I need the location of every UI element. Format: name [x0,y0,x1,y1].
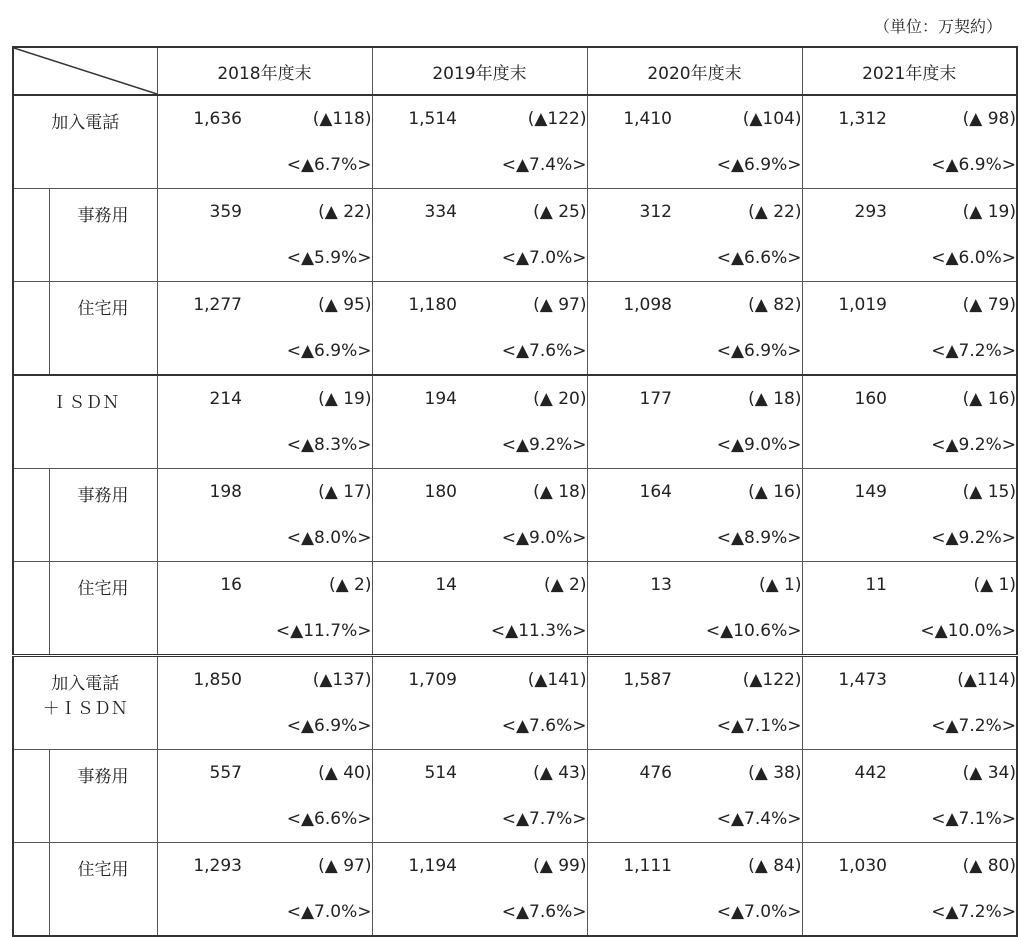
row-subcategory-label: 事務用 [49,750,157,843]
change-value: (▲ 15) [887,469,1017,516]
change-value: (▲114) [887,656,1017,704]
count-value: 194 [372,375,457,422]
change-value: (▲137) [242,656,372,704]
count-value: 1,514 [372,95,457,142]
subscription-table [12,46,1018,937]
count-value: 1,098 [587,282,672,329]
change-rate: <▲11.3%> [490,621,587,641]
table-row [13,750,1017,797]
change-value: (▲122) [527,109,587,129]
empty-cell [157,608,242,656]
empty-cell [372,328,457,375]
count-value: 312 [587,189,672,236]
empty-cell [372,515,457,562]
change-value: (▲ 43) [457,750,587,797]
count-value: 177 [587,375,672,422]
count-value: 1,019 [802,282,887,329]
empty-cell [157,703,242,750]
empty-cell [802,889,887,936]
empty-cell [802,328,887,375]
change-rate: <▲6.6%> [716,248,802,268]
change-value: (▲ 16) [672,469,802,516]
header-row [13,47,1017,95]
change-value: (▲ 20) [457,375,587,422]
change-value: (▲ 97) [242,843,372,890]
count-value: 198 [157,469,242,516]
count-value: 14 [372,562,457,609]
change-value: (▲ 2) [242,562,372,609]
change-rate: <▲6.7%> [286,155,372,175]
change-rate: <▲7.4%> [716,809,802,829]
empty-cell [157,515,242,562]
empty-cell [587,422,672,469]
change-value: (▲ 18) [457,469,587,516]
change-value: (▲104) [742,109,802,129]
row-subcategory-label: 事務用 [49,189,157,282]
empty-cell [372,889,457,936]
change-value: (▲ 19) [887,189,1017,236]
change-value: (▲ 22) [242,189,372,236]
empty-cell [587,515,672,562]
unit-label: （単位：万契約） [873,17,1002,36]
change-value: (▲ 80) [887,843,1017,890]
change-value: (▲ 16) [887,375,1017,422]
count-value: 13 [587,562,672,609]
row-subcategory-label: 住宅用 [49,282,157,376]
change-rate: <▲6.9%> [286,341,372,361]
empty-cell [587,235,672,282]
change-value: (▲ 19) [242,375,372,422]
change-value: (▲ 95) [242,282,372,329]
empty-cell [157,235,242,282]
empty-cell [372,703,457,750]
table-row-pct [13,328,1017,375]
change-value: (▲ 79) [887,282,1017,329]
change-value: (▲141) [457,656,587,704]
table-row [13,469,1017,516]
count-value: 1,587 [587,656,672,704]
change-rate: <▲8.0%> [286,528,372,548]
empty-cell [372,796,457,843]
change-value: (▲ 17) [242,469,372,516]
change-rate: <▲9.2%> [931,528,1016,548]
count-value: 1,030 [802,843,887,890]
change-rate: <▲9.2%> [501,435,587,455]
empty-cell [802,703,887,750]
count-value: 442 [802,750,887,797]
change-value: (▲ 99) [457,843,587,890]
change-value: (▲ 34) [887,750,1017,797]
table-row-pct [13,422,1017,469]
table-row-pct [13,235,1017,282]
empty-cell [372,235,457,282]
change-value: (▲ 97) [457,282,587,329]
year-header: 2020年度末 [587,47,802,95]
count-value: 1,636 [157,95,242,142]
count-value: 514 [372,750,457,797]
change-rate: <▲7.4%> [501,155,587,175]
count-value: 1,277 [157,282,242,329]
empty-cell [157,142,242,189]
change-rate: <▲7.6%> [501,902,587,922]
empty-cell [157,889,242,936]
year-header: 2019年度末 [372,47,587,95]
change-value: (▲118) [312,109,372,129]
count-value: 214 [157,375,242,422]
table-row-pct [13,889,1017,936]
count-value: 149 [802,469,887,516]
table-row-pct [13,703,1017,750]
change-rate: <▲10.6%> [705,621,802,641]
count-value: 1,312 [802,95,887,142]
change-rate: <▲6.0%> [931,248,1016,268]
empty-cell [587,889,672,936]
count-value: 160 [802,375,887,422]
change-rate: <▲7.6%> [501,341,587,361]
change-value: (▲ 2) [457,562,587,609]
table-row [13,375,1017,422]
empty-cell [802,142,887,189]
change-value: (▲ 82) [672,282,802,329]
count-value: 293 [802,189,887,236]
empty-cell [372,608,457,656]
count-value: 334 [372,189,457,236]
count-value: 1,194 [372,843,457,890]
change-value: (▲ 98) [962,109,1016,129]
indent-cell [13,843,49,937]
count-value: 11 [802,562,887,609]
count-value: 164 [587,469,672,516]
row-subcategory-label: 住宅用 [49,562,157,656]
change-value: (▲ 38) [672,750,802,797]
change-value: (▲ 1) [887,562,1017,609]
change-rate: <▲7.0%> [286,902,372,922]
change-value: (▲ 25) [457,189,587,236]
change-value: (▲ 1) [672,562,802,609]
change-rate: <▲10.0%> [920,621,1016,641]
count-value: 1,709 [372,656,457,704]
year-header: 2021年度末 [802,47,1017,95]
row-subcategory-label: 事務用 [49,469,157,562]
table-row [13,843,1017,890]
change-rate: <▲7.2%> [931,902,1016,922]
count-value: 1,180 [372,282,457,329]
empty-cell [157,796,242,843]
count-value: 1,410 [587,95,672,142]
empty-cell [802,608,887,656]
indent-cell [13,562,49,656]
empty-cell [372,422,457,469]
count-value: 1,293 [157,843,242,890]
change-rate: <▲6.6%> [286,809,372,829]
table-body [13,95,1017,936]
change-rate: <▲6.9%> [286,716,372,736]
indent-cell [13,469,49,562]
table-row [13,95,1017,142]
count-value: 180 [372,469,457,516]
row-category-label: 加入電話 [13,95,157,189]
change-rate: <▲9.0%> [716,435,802,455]
empty-cell [157,328,242,375]
change-value: (▲ 84) [672,843,802,890]
change-rate: <▲11.7%> [275,621,372,641]
indent-cell [13,189,49,282]
change-rate: <▲8.3%> [286,435,372,455]
count-value: 16 [157,562,242,609]
change-value: (▲ 22) [672,189,802,236]
empty-cell [802,235,887,282]
table-row [13,189,1017,236]
change-rate: <▲9.0%> [501,528,587,548]
change-rate: <▲9.2%> [931,435,1016,455]
change-rate: <▲6.9%> [931,155,1016,175]
row-category-label: 加入電話 ＋ＩＳＤＮ [13,656,157,750]
change-rate: <▲7.0%> [716,902,802,922]
empty-cell [587,608,672,656]
empty-cell [157,422,242,469]
row-category-label: ＩＳＤＮ [13,375,157,469]
change-rate: <▲5.9%> [286,248,372,268]
change-value: (▲ 40) [242,750,372,797]
empty-cell [587,328,672,375]
count-value: 359 [157,189,242,236]
count-value: 476 [587,750,672,797]
empty-cell [372,142,457,189]
change-rate: <▲7.0%> [501,248,587,268]
count-value: 1,850 [157,656,242,704]
count-value: 557 [157,750,242,797]
change-value: (▲ 18) [672,375,802,422]
table-row-pct [13,608,1017,656]
table-row-pct [13,515,1017,562]
change-rate: <▲7.1%> [931,809,1016,829]
empty-cell [587,796,672,843]
change-rate: <▲7.2%> [931,716,1016,736]
year-header: 2018年度末 [157,47,372,95]
empty-cell [802,796,887,843]
change-rate: <▲8.9%> [716,528,802,548]
change-rate: <▲6.9%> [716,341,802,361]
table-row [13,656,1017,704]
table-row [13,282,1017,329]
change-rate: <▲7.6%> [501,716,587,736]
change-rate: <▲7.2%> [931,341,1016,361]
change-rate: <▲7.7%> [501,809,587,829]
change-rate: <▲6.9%> [716,155,802,175]
indent-cell [13,750,49,843]
row-subcategory-label: 住宅用 [49,843,157,937]
indent-cell [13,282,49,376]
empty-cell [587,142,672,189]
change-value: (▲122) [672,656,802,704]
table-row [13,562,1017,609]
count-value: 1,473 [802,656,887,704]
empty-cell [802,422,887,469]
corner-cell [13,47,157,95]
empty-cell [802,515,887,562]
change-rate: <▲7.1%> [716,716,802,736]
count-value: 1,111 [587,843,672,890]
table-row-pct [13,142,1017,189]
empty-cell [587,703,672,750]
table-row-pct [13,796,1017,843]
